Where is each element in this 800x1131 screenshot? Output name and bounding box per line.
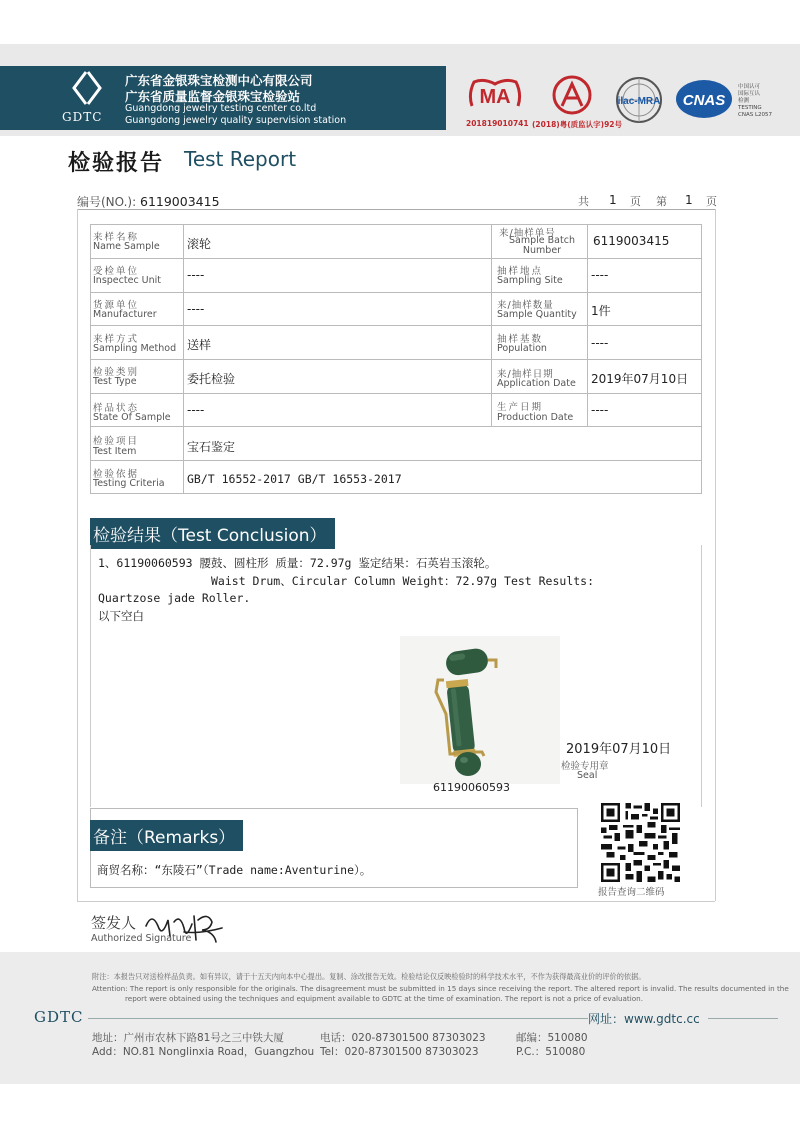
field-value-sampling-method: 送样	[187, 338, 212, 352]
field-label-en: Inspectec Unit	[93, 275, 162, 286]
jade-roller-image	[400, 636, 560, 784]
conclusion-heading: 检验结果（Test Conclusion）	[90, 518, 335, 549]
field-label-en: Sample Batch Number	[509, 235, 575, 256]
signer-label-en: Authorized Signature	[91, 933, 192, 944]
qr-label: 报告查询二维码	[598, 887, 665, 898]
frame-right	[715, 209, 716, 901]
footer-note-en-2: report were obtained using the techniques and equipment available to GDTC at the time of examination. The report is not a price of evaluation.	[125, 994, 643, 1003]
field-value-test-type: 委托检验	[187, 372, 236, 386]
cal-code: (2018)粤(质监认字)92号	[532, 120, 623, 129]
field-label-cn: 来样方式	[93, 334, 140, 345]
footer-postcode-en: P.C.：510080	[516, 1046, 586, 1058]
footer-address-en: Add：NO.81 Nonglinxia Road，Guangzhou	[92, 1046, 315, 1058]
gdtc-logo-icon	[66, 70, 106, 106]
table-divider	[90, 325, 702, 326]
cnas-side-5: CNAS L2057	[738, 112, 773, 118]
field-label-en: Name Sample	[93, 241, 160, 252]
page-current-value: 1	[685, 193, 693, 207]
org-name-en-2: Guangdong jewelry quality supervision station	[125, 115, 347, 126]
cnas-side-1: 中国认可	[738, 84, 761, 90]
page-unit-2: 页	[706, 195, 717, 208]
field-value-testing-criteria: GB/T 16552-2017 GB/T 16553-2017	[187, 472, 402, 486]
report-title-cn: 检验报告	[68, 151, 165, 176]
cal-mark-icon	[546, 74, 598, 116]
qr-code-icon[interactable]	[601, 803, 680, 882]
footer-rule	[708, 1018, 778, 1019]
conclusion-line-1: 1、61190060593 腰鼓、圆柱形 质量：72.97g 鉴定结果：石英岩玉滚轮。	[98, 556, 497, 570]
page-total-label: 共	[578, 195, 589, 208]
field-label-cn: 来样名称	[93, 232, 140, 243]
field-label-en: Testing Criteria	[93, 478, 165, 489]
footer-website-link[interactable]: 网址：www.gdtc.cc	[588, 1012, 700, 1026]
cma-mark-icon	[466, 76, 524, 112]
field-value-name-sample: 滚轮	[187, 237, 212, 251]
field-value-sample-batch-number: 6119003415	[593, 234, 670, 248]
cnas-side-2: 国际互认	[738, 91, 761, 97]
field-value-production-date: ----	[591, 403, 609, 417]
field-label-cn: 货源单位	[93, 300, 140, 311]
ilac-mra-icon	[614, 76, 664, 124]
field-value-test-item: 宝石鉴定	[187, 440, 236, 454]
report-number-value: 6119003415	[140, 194, 220, 209]
org-name-en-1: Guangdong jewelry testing center co.ltd	[125, 103, 317, 114]
field-value-inspected-unit: ----	[187, 268, 205, 282]
seal-date: 2019年07月10日	[566, 742, 672, 757]
footer-tel-cn: 电话：020-87301500 87303023	[320, 1032, 486, 1044]
ilac-mark-text: ilac-MRA	[617, 96, 661, 107]
frame-bottom	[77, 901, 715, 902]
field-label-en: Sampling Method	[93, 343, 177, 354]
handwritten-signature	[140, 906, 230, 946]
field-label-cn: 来/抽样数量	[497, 300, 554, 311]
field-label-en: Population	[497, 343, 547, 354]
field-label-cn: 样品状态	[93, 403, 140, 414]
conclusion-line-4: 以下空白	[98, 609, 144, 623]
field-label-cn: 受检单位	[93, 266, 140, 277]
table-divider	[90, 393, 702, 394]
conclusion-line-2: Waist Drum、Circular Column Weight：72.97g Test Results:	[211, 574, 595, 588]
report-title-en: Test Report	[184, 147, 297, 171]
field-value-state-of-sample: ----	[187, 403, 205, 417]
sample-photo	[400, 636, 560, 784]
page-total-value: 1	[609, 193, 617, 207]
field-label-en: Test Item	[93, 446, 137, 457]
field-value-manufacturer: ----	[187, 302, 205, 316]
conclusion-line-3: Quartzose jade Roller.	[98, 591, 251, 605]
field-label-en: Sample Quantity	[497, 309, 577, 320]
field-value-sample-quantity: 1件	[591, 304, 611, 318]
field-label-cn: 抽样基数	[497, 334, 544, 345]
signer-label-cn: 签发人	[91, 914, 137, 932]
page-unit-1: 页	[630, 195, 641, 208]
cma-mark-text: MA	[479, 86, 511, 108]
cnas-side-4: TESTING	[738, 105, 762, 111]
field-label-en: Production Date	[497, 412, 574, 423]
field-value-population: ----	[591, 336, 609, 350]
org-name-cn-1: 广东省金银珠宝检测中心有限公司	[125, 73, 313, 88]
footer-postcode-cn: 邮编：510080	[516, 1032, 588, 1044]
field-label-en: Test Type	[93, 376, 137, 387]
field-label-en: Manufacturer	[93, 309, 157, 320]
footer-note-en-1: Attention: The report is only responsible for the originals. The disagreement must be submitted in 15 days since receiving the report. The altered report is invalid. The results documented in the	[92, 984, 789, 993]
cnas-mark-icon	[674, 78, 734, 120]
report-number-label: 编号(NO.):	[77, 195, 137, 209]
field-label-cn: 检验项目	[93, 436, 140, 447]
field-label-cn: 来/抽样日期	[497, 369, 554, 380]
field-value-application-date: 2019年07月10日	[591, 372, 689, 386]
field-label-en: State Of Sample	[93, 412, 171, 423]
field-label-en: Application Date	[497, 378, 576, 389]
frame-left	[77, 209, 78, 901]
field-label-cn: 生产日期	[497, 402, 544, 413]
footer-address-cn: 地址：广州市农林下路81号之三中铁大厦	[92, 1032, 284, 1044]
photo-caption: 61190060593	[433, 781, 510, 794]
page-current-label: 第	[656, 195, 667, 208]
field-value-sampling-site: ----	[591, 268, 609, 282]
frame-top	[77, 209, 715, 210]
field-label-en: Sampling Site	[497, 275, 563, 286]
remarks-text: 商贸名称：“东陵石”（Trade name:Aventurine）。	[97, 863, 372, 877]
field-label-cn: 检验类别	[93, 367, 140, 378]
field-label-cn: 抽样地点	[497, 266, 544, 277]
field-label-cn: 来/抽样单号	[499, 228, 556, 239]
cnas-side-3: 检测	[738, 98, 750, 104]
footer-tel-en: Tel：020-87301500 87303023	[320, 1046, 479, 1058]
org-name-cn-2: 广东省质量监督金银珠宝检验站	[125, 89, 301, 104]
footer-rule	[88, 1018, 588, 1019]
cma-code: 201819010741	[466, 119, 529, 128]
remarks-heading: 备注（Remarks）	[90, 820, 243, 851]
seal-label-en: Seal	[577, 770, 598, 781]
cnas-mark-text: CNAS	[682, 92, 726, 109]
table-divider	[90, 258, 702, 259]
seal-label-cn: 检验专用章	[561, 761, 609, 772]
table-divider	[90, 460, 702, 461]
table-divider	[90, 292, 702, 293]
footer-logo: GDTC	[34, 1008, 84, 1026]
table-divider	[90, 359, 702, 360]
report-number	[77, 193, 220, 210]
logo-text: GDTC	[62, 110, 103, 124]
table-divider	[90, 426, 702, 427]
field-label-cn: 检验依据	[93, 469, 140, 480]
footer-note-cn: 附注：本报告只对送检样品负责。如有异议，请于十五天内向本中心提出。复制、涂改报告无效。检验结论仅反映检验时的科学技术水平，不作为获得最高业价的评价的依据。	[92, 972, 646, 981]
